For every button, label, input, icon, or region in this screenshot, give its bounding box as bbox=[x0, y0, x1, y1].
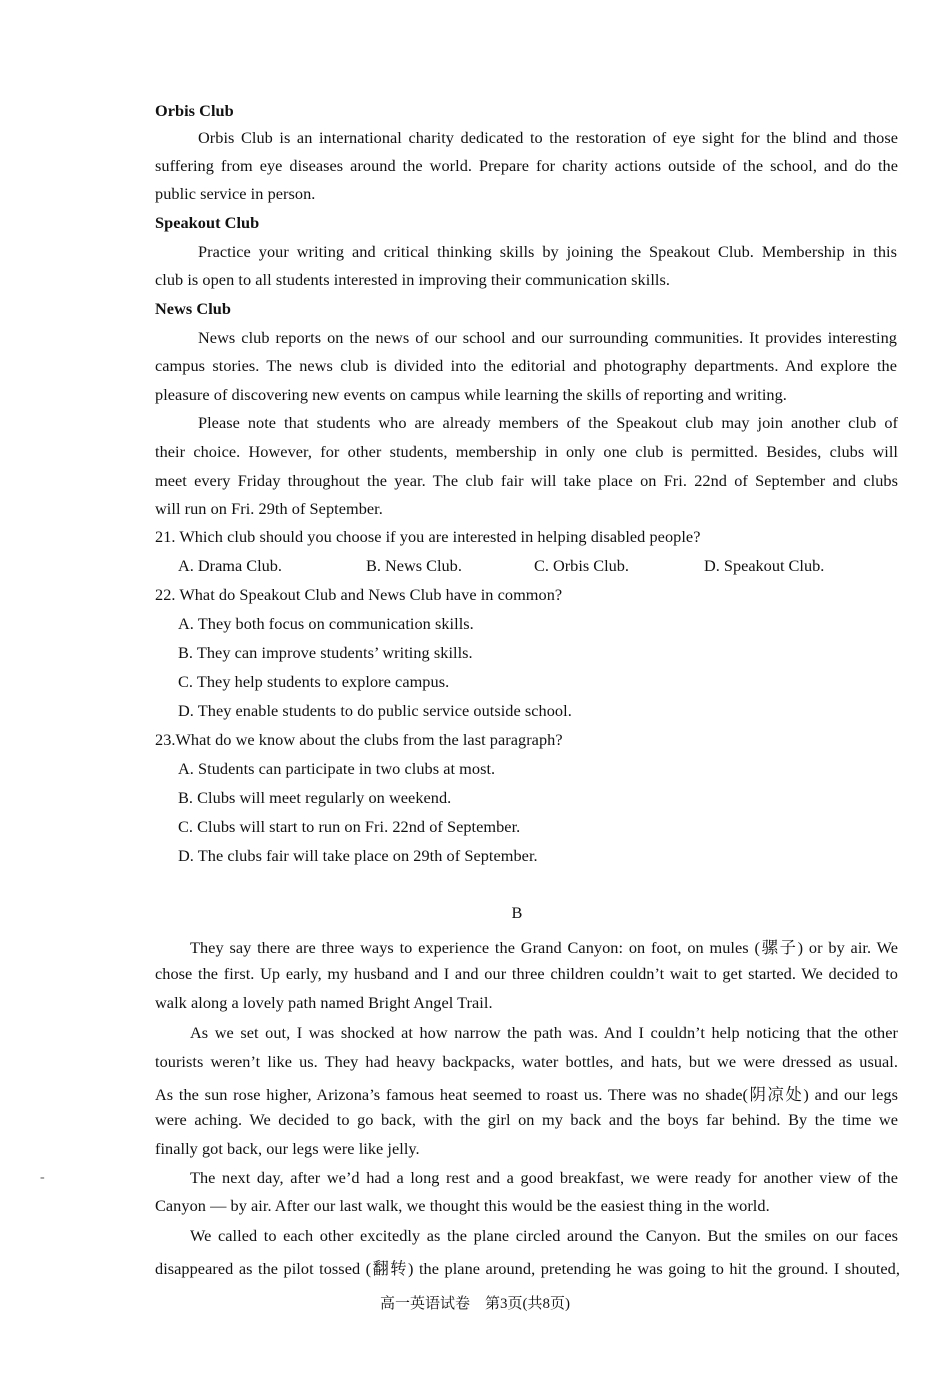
passage-b-line-8: finally got back, our legs were like jelly. bbox=[155, 1139, 420, 1158]
q23-option-b: B. Clubs will meet regularly on weekend. bbox=[178, 788, 452, 807]
orbis-club-title: Orbis Club bbox=[155, 101, 234, 120]
q23-option-c: C. Clubs will start to run on Fri. 22nd of September. bbox=[178, 817, 521, 836]
speakout-line-1: Practice your writing and critical thinking skills by joining the Speakout Club. Membership in this bbox=[198, 242, 897, 261]
passage-b-line-4: As we set out, I was shocked at how narrow the path was. And I couldn’t help noticing that the other bbox=[190, 1023, 898, 1042]
q22-option-a: A. They both focus on communication skills. bbox=[178, 614, 474, 633]
news-line-1: News club reports on the news of our school and our surrounding communities. It provides interesting bbox=[198, 328, 897, 347]
q21-option-d: D. Speakout Club. bbox=[704, 556, 825, 575]
q22-option-d: D. They enable students to do public service outside school. bbox=[178, 701, 572, 720]
q21-option-b: B. News Club. bbox=[366, 556, 462, 575]
section-b-heading: B bbox=[511, 903, 523, 922]
orbis-line-3: public service in person. bbox=[155, 184, 316, 203]
note-line-3: meet every Friday throughout the year. The club fair will take place on Fri. 22nd of September and clubs bbox=[155, 471, 898, 490]
speakout-line-2: club is open to all students interested in improving their communication skills. bbox=[155, 270, 670, 289]
passage-b-line-2: chose the first. Up early, my husband and I and our three children couldn’t wait to get started. We decided to bbox=[155, 964, 898, 983]
passage-b-line-10: Canyon — by air. After our last walk, we thought this would be the easiest thing in the world. bbox=[155, 1196, 770, 1215]
q23-option-a: A. Students can participate in two clubs at most. bbox=[178, 759, 496, 778]
q21-option-a: A. Drama Club. bbox=[178, 556, 282, 575]
orbis-line-2: suffering from eye diseases around the world. Prepare for charity actions outside of the school, and do the bbox=[155, 156, 898, 175]
passage-b-line-6: As the sun rose higher, Arizona’s famous heat seemed to roast us. There was no shade(阴凉处) and our legs bbox=[155, 1085, 898, 1104]
margin-mark: - bbox=[40, 1170, 45, 1185]
passage-b-line-5: tourists weren’t like us. They had heavy backpacks, water bottles, and hats, but we were dressed as usual. bbox=[155, 1052, 898, 1071]
news-line-2: campus stories. The news club is divided into the editorial and photography departments. And explore the bbox=[155, 356, 897, 375]
passage-b-line-1: They say there are three ways to experience the Grand Canyon: on foot, on mules (骡子) or by air. We bbox=[190, 938, 898, 957]
q21-option-c: C. Orbis Club. bbox=[534, 556, 629, 575]
note-line-4: will run on Fri. 29th of September. bbox=[155, 499, 383, 518]
q23-stem: 23.What do we know about the clubs from the last paragraph? bbox=[155, 730, 563, 749]
q22-stem: 22. What do Speakout Club and News Club have in common? bbox=[155, 585, 563, 604]
passage-b-line-11: We called to each other excitedly as the plane circled around the Canyon. But the smiles on our faces bbox=[190, 1226, 898, 1245]
speakout-club-title: Speakout Club bbox=[155, 213, 260, 232]
orbis-line-1: Orbis Club is an international charity dedicated to the restoration of eye sight for the blind and those bbox=[198, 128, 898, 147]
note-line-2: their choice. However, for other students, membership in only one club is permitted. Besides, clubs will bbox=[155, 442, 898, 461]
q21-stem: 21. Which club should you choose if you are interested in helping disabled people? bbox=[155, 527, 701, 546]
q23-option-d: D. The clubs fair will take place on 29th of September. bbox=[178, 846, 538, 865]
q22-option-c: C. They help students to explore campus. bbox=[178, 672, 450, 691]
news-line-3: pleasure of discovering new events on campus while learning the skills of reporting and writing. bbox=[155, 385, 787, 404]
passage-b-line-7: were aching. We decided to go back, with the girl on my back and the boys far behind. By the time we bbox=[155, 1110, 898, 1129]
news-club-title: News Club bbox=[155, 299, 231, 318]
passage-b-line-9: The next day, after we’d had a long rest and a good breakfast, we were ready for another view of the bbox=[190, 1168, 898, 1187]
q22-option-b: B. They can improve students’ writing skills. bbox=[178, 643, 473, 662]
passage-b-line-12: disappeared as the pilot tossed (翻转) the plane around, pretending he was going to hit the ground. I shouted, bbox=[155, 1259, 900, 1278]
page-footer: 高一英语试卷 第3页(共8页) bbox=[380, 1296, 570, 1312]
passage-b-line-3: walk along a lovely path named Bright Angel Trail. bbox=[155, 993, 493, 1012]
note-line-1: Please note that students who are already members of the Speakout club may join another club of bbox=[198, 413, 898, 432]
